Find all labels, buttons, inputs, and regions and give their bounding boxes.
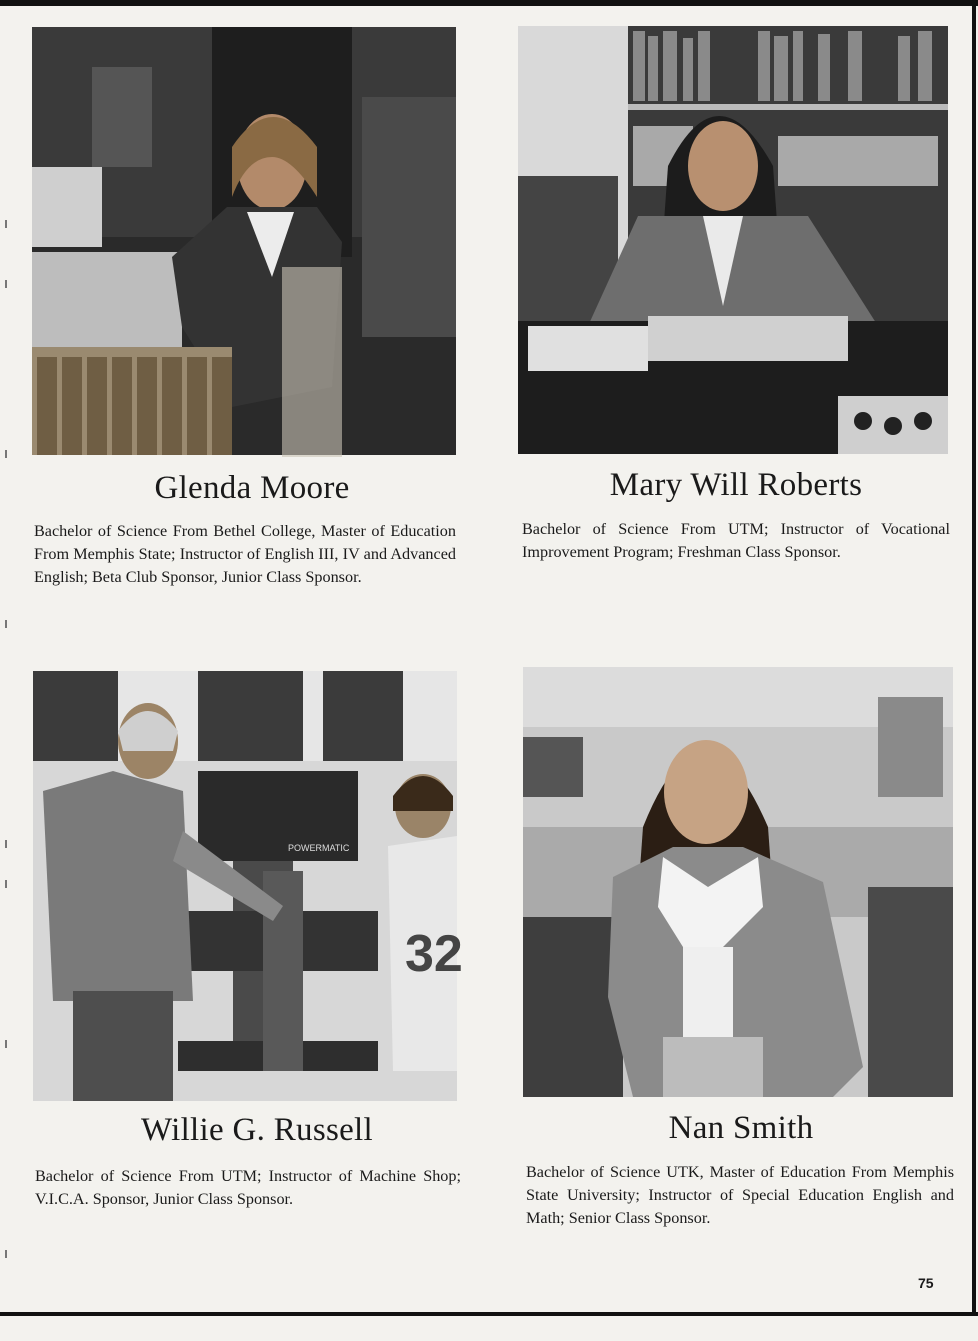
portrait-photo-icon xyxy=(523,667,953,1097)
page-number: 75 xyxy=(918,1275,934,1291)
drill-press-brand-label: POWERMATIC xyxy=(288,843,350,853)
profile-bio-nan-smith: Bachelor of Science UTK, Master of Education From Memphis State University; Instructor of Special Education English and Math; Senior Class Sponsor. xyxy=(526,1163,954,1227)
portrait-photo-icon xyxy=(518,26,948,454)
page-top-border xyxy=(0,0,978,6)
profile-bio-mary-will-roberts: Bachelor of Science From UTM; Instructor of Vocational Improvement Program; Freshman Class Sponsor. xyxy=(522,520,950,561)
profile-bio-glenda-moore: Bachelor of Science From Bethel College, Master of Education From Memphis State; Instructor of English III, IV and Advanced English; Beta Club Sponsor, Junior Class Sponsor. xyxy=(34,522,456,586)
profile-name-nan-smith: Nan Smith xyxy=(668,1110,814,1146)
page-bottom-border xyxy=(0,1312,978,1316)
photo-willie-g-russell xyxy=(33,671,463,1101)
profile-name-glenda-moore: Glenda Moore xyxy=(154,470,350,506)
binding-margin-marks xyxy=(5,220,9,1270)
portrait-photo-icon xyxy=(33,671,463,1101)
profile-bio-willie-g-russell: Bachelor of Science From UTM; Instructor of Machine Shop; V.I.C.A. Sponsor, Junior Class Sponsor. xyxy=(35,1167,461,1208)
profile-name-willie-g-russell: Willie G. Russell xyxy=(140,1112,373,1148)
profile-name-mary-will-roberts: Mary Will Roberts xyxy=(609,467,863,503)
portrait-photo-icon xyxy=(32,27,456,455)
photo-nan-smith xyxy=(523,667,953,1097)
page-right-border xyxy=(972,0,976,1316)
photo-glenda-moore xyxy=(32,27,456,455)
photo-mary-will-roberts xyxy=(518,26,948,454)
jersey-number-label: 32 xyxy=(405,925,463,983)
